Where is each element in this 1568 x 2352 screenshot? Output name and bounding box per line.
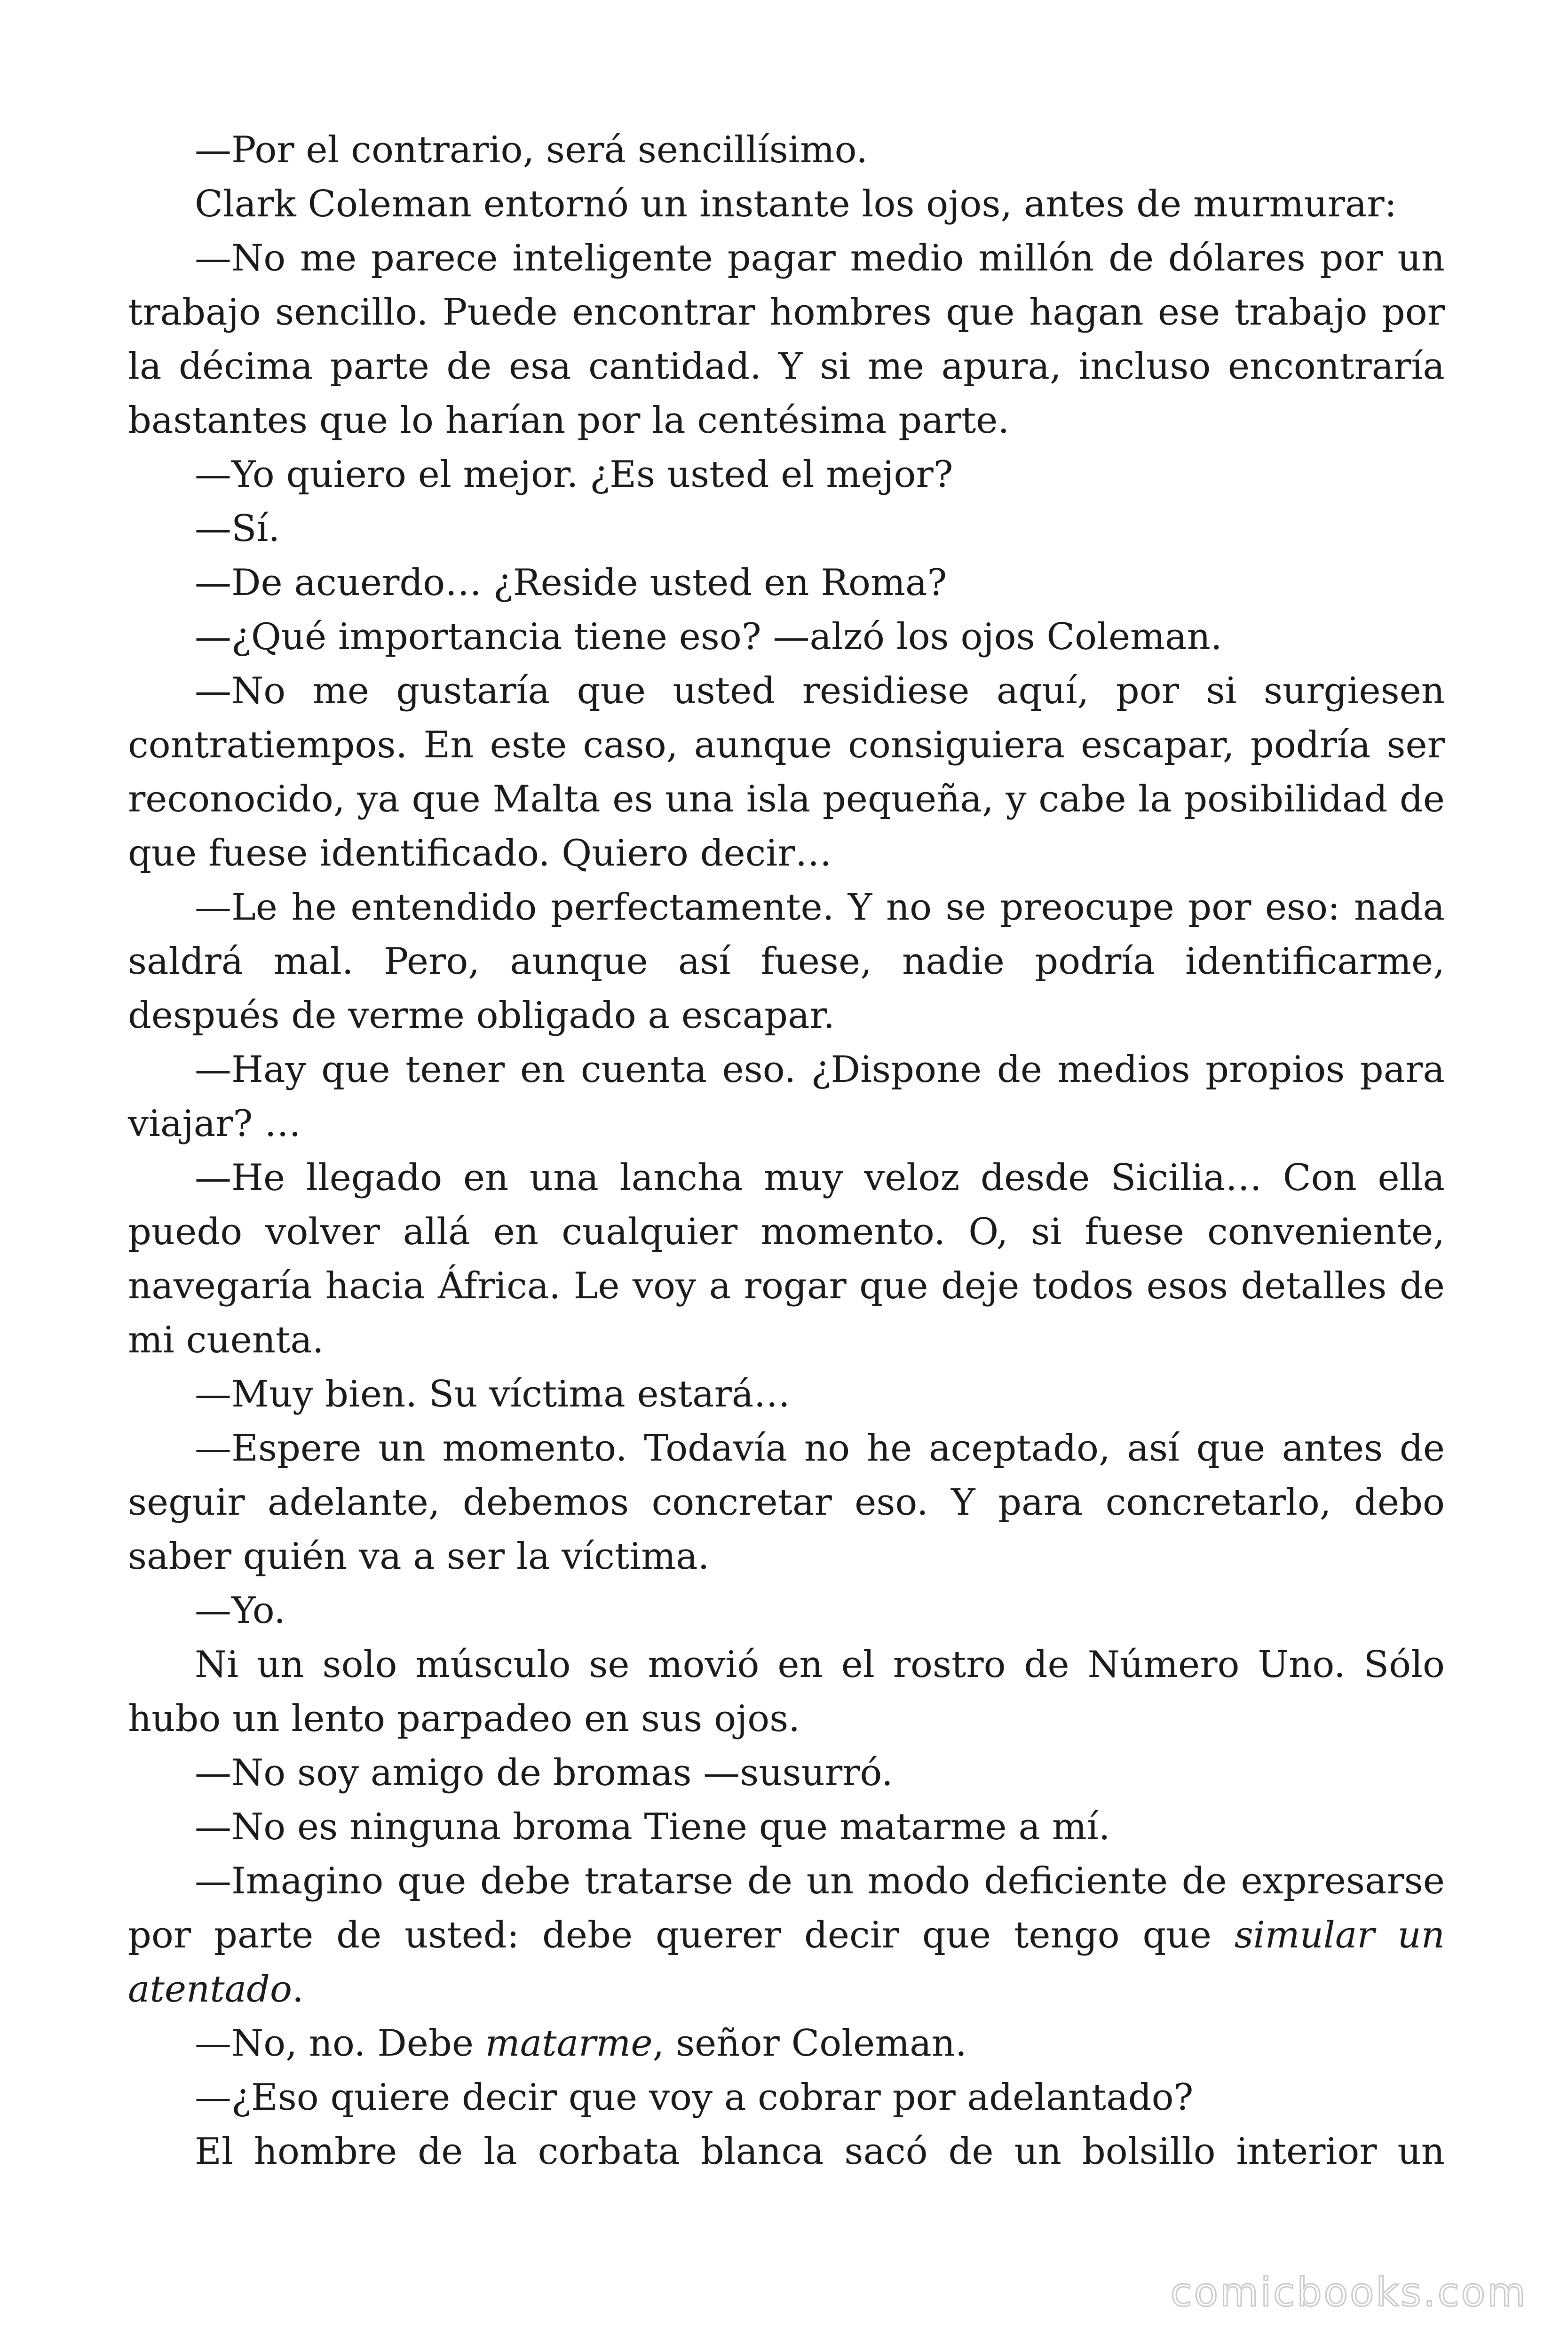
paragraph (128, 664, 1445, 881)
paragraph (128, 2125, 1445, 2179)
text-run: El hombre de la corbata blanca sacó de un bolsillo interior un (195, 2130, 1445, 2173)
paragraph (128, 1638, 1445, 1746)
text-run: . (292, 1968, 304, 2010)
paragraph (128, 231, 1445, 448)
paragraph (128, 2017, 1445, 2071)
text-run: —He llegado en una lancha muy veloz desde Sicilia… Con ella puedo volver allá en cualquier momento. O, si fuese conveniente, navegaría hacia África. Le voy a rogar que deje todos esos detalles de mi cuenta. (128, 1157, 1445, 1361)
paragraph (128, 1367, 1445, 1422)
paragraph (128, 448, 1445, 502)
paragraph (128, 1854, 1445, 2017)
text-run: —No soy amigo de bromas —susurró. (195, 1752, 893, 1794)
text-run: , señor Coleman. (652, 2022, 967, 2065)
paragraph (128, 1151, 1445, 1367)
text-run: —Yo. (195, 1589, 286, 1632)
italic-text: simular un atentado (128, 1914, 1445, 2010)
paragraph (128, 556, 1445, 610)
text-run: —Le he entendido perfectamente. Y no se preocupe por eso: nada saldrá mal. Pero, aunque así fuese, nadie podría identificarme, después de verme obligado a escapar. (128, 886, 1445, 1037)
paragraph (128, 1800, 1445, 1854)
paragraph (128, 610, 1445, 664)
text-run: —Imagino que debe tratarse de un modo deficiente de expresarse por parte de usted: debe querer decir que tengo que (128, 1860, 1445, 1956)
text-run: —No es ninguna broma Tiene que matarme a mí. (195, 1806, 1110, 1848)
text-run: —¿Qué importancia tiene eso? —alzó los ojos Coleman. (195, 616, 1222, 658)
body-text (128, 123, 1445, 2179)
text-run: —Espere un momento. Todavía no he aceptado, así que antes de seguir adelante, debemos concretar eso. Y para concretarlo, debo saber quién va a ser la víctima. (128, 1427, 1445, 1578)
paragraph (128, 177, 1445, 231)
paragraph (128, 881, 1445, 1043)
text-run: —Hay que tener en cuenta eso. ¿Dispone de medios propios para viajar? … (128, 1049, 1445, 1145)
text-run: —¿Eso quiere decir que voy a cobrar por adelantado? (195, 2076, 1194, 2119)
italic-text: matarme (485, 2022, 653, 2065)
paragraph (128, 1746, 1445, 1800)
paragraph (128, 1584, 1445, 1638)
text-run: —No me parece inteligente pagar medio millón de dólares por un trabajo sencillo. Puede encontrar hombres que hagan ese trabajo por la décima parte de esa cantidad. Y si me apura, incluso encontraría bastantes que lo harían por la centésima parte. (128, 237, 1445, 442)
paragraph (128, 2071, 1445, 2125)
watermark: comicbooks.com (1170, 2269, 1528, 2315)
text-run: Clark Coleman entornó un instante los ojos, antes de murmurar: (195, 183, 1397, 225)
paragraph (128, 1422, 1445, 1584)
paragraph (128, 502, 1445, 556)
paragraph (128, 1043, 1445, 1151)
text-run: Ni un solo músculo se movió en el rostro de Número Uno. Sólo hubo un lento parpadeo en sus ojos. (128, 1644, 1445, 1740)
text-run: —Muy bien. Su víctima estará… (195, 1373, 791, 1415)
text-run: —Yo quiero el mejor. ¿Es usted el mejor? (195, 453, 953, 496)
paragraph (128, 123, 1445, 177)
text-run: —Por el contrario, será sencillísimo. (195, 129, 868, 171)
text-run: —No, no. Debe (195, 2022, 485, 2065)
text-run: —De acuerdo… ¿Reside usted en Roma? (195, 562, 947, 604)
text-run: —No me gustaría que usted residiese aquí, por si surgiesen contratiempos. En este caso, aunque consiguiera escapar, podría ser reconocido, ya que Malta es una isla pequeña, y cabe la posibilidad de que fuese identificado. Quiero decir… (128, 670, 1445, 874)
text-run: —Sí. (195, 508, 280, 550)
